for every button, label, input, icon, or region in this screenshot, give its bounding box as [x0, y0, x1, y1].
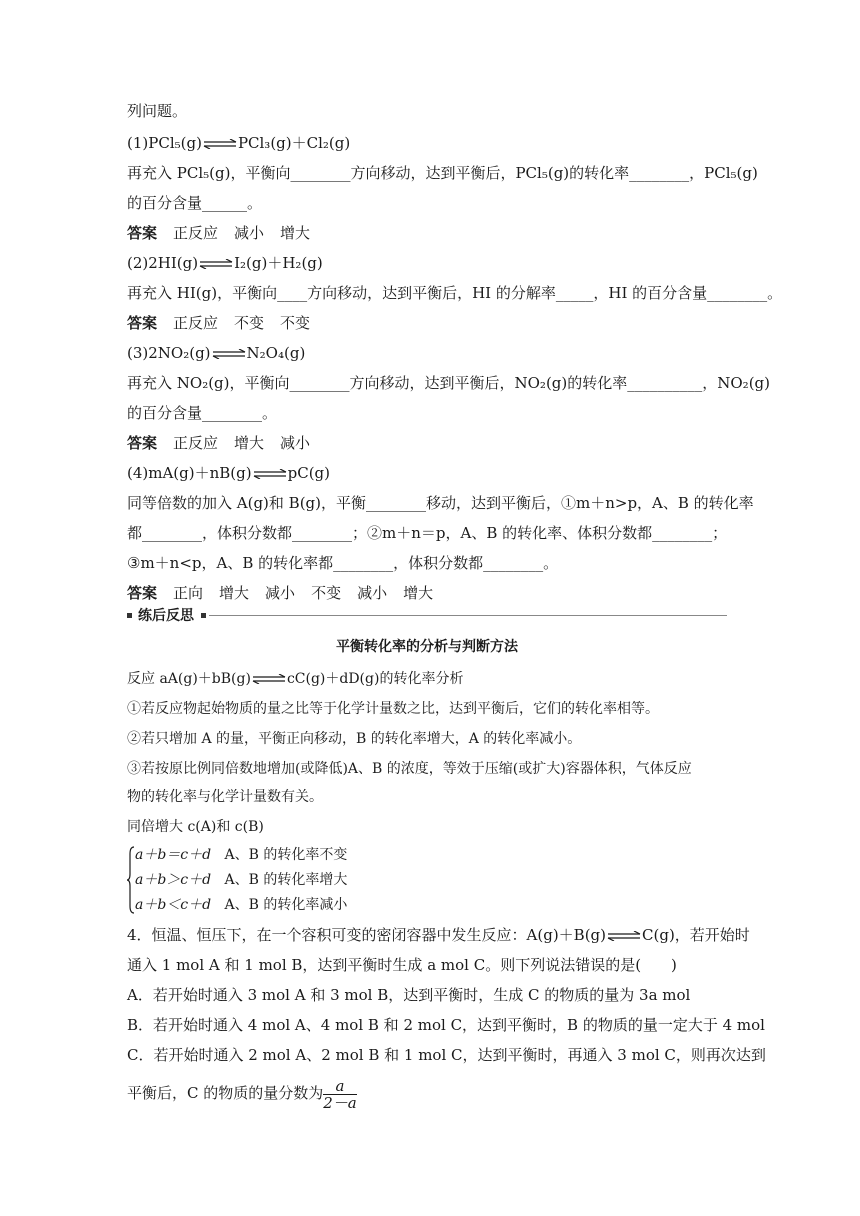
equilibrium-arrow-icon — [203, 139, 237, 149]
answer-item: 正反应 — [173, 224, 219, 242]
question-text: ③m＋n<p，A、B 的转化率都________，体积分数都________。 — [127, 554, 559, 572]
question-text: 都________，体积分数都________；②m＋n＝p，A、B 的转化率、体积分数都________； — [127, 524, 728, 542]
text-line: 列问题。 — [127, 102, 188, 120]
equation-4 — [127, 462, 330, 484]
question-text: 的百分含量________。 — [127, 404, 278, 422]
equation-1 — [127, 132, 350, 154]
answer-label: 答案 — [127, 314, 158, 332]
section-divider — [209, 615, 727, 616]
case-row — [135, 844, 347, 866]
option-b: B．若开始时通入 4 mol A、4 mol B 和 2 mol C，达到平衡时，B 的物质的量一定大于 4 mol — [127, 1016, 765, 1034]
case-condition: a＋b＜c＋d — [135, 897, 212, 913]
equilibrium-arrow-icon — [212, 349, 246, 359]
equation-right: pC(g) — [287, 464, 330, 482]
analysis-point: ①若反应物起始物质的量之比等于化学计量数之比，达到平衡后，它们的转化率相等。 — [127, 701, 659, 717]
fraction-numerator: a — [323, 1078, 357, 1095]
equation-left: (4)mA(g)＋nB(g) — [127, 464, 252, 482]
analysis-point: ②若只增加 A 的量，平衡正向移动，B 的转化率增大，A 的转化率减小。 — [127, 731, 582, 747]
fraction — [323, 1078, 357, 1111]
section-label: 练后反思 — [138, 608, 194, 624]
answer-item: 正反应 — [173, 314, 219, 332]
question-4-stem: 通入 1 mol A 和 1 mol B，达到平衡时生成 a mol C。则下列说法错误的是( ) — [127, 956, 677, 974]
equation-left: (1)PCl₅(g) — [127, 134, 202, 152]
answer-item: 正向 — [173, 584, 204, 602]
same-multiple-text: 同倍增大 c(A)和 c(B) — [127, 819, 264, 835]
option-c: C．若开始时通入 2 mol A、2 mol B 和 1 mol C，达到平衡时，再通入 3 mol C，则再次达到 — [127, 1046, 766, 1064]
question-4-stem — [127, 924, 750, 946]
section-title: 平衡转化率的分析与判断方法 — [336, 639, 518, 655]
reaction-line — [127, 668, 463, 690]
answer-item: 不变 — [280, 314, 311, 332]
equation-left: (3)2NO₂(g) — [127, 344, 211, 362]
answer-item: 不变 — [234, 314, 265, 332]
option-c-text: 平衡后，C 的物质的量分数为 — [127, 1084, 324, 1102]
case-condition: a＋b＝c＋d — [135, 847, 212, 863]
answer-item: 增大 — [234, 434, 265, 452]
case-row — [135, 894, 347, 916]
question-text: 同等倍数的加入 A(g)和 B(g)，平衡________移动，达到平衡后，①m＋n>p，A、B 的转化率 — [127, 494, 754, 512]
answer-item: 减小 — [265, 584, 296, 602]
equilibrium-arrow-icon — [252, 674, 286, 684]
equilibrium-arrow-icon — [253, 469, 287, 479]
answer-label: 答案 — [127, 434, 158, 452]
case-row — [135, 869, 347, 891]
answer-item: 增大 — [219, 584, 250, 602]
answer-line — [127, 222, 326, 244]
question-text: 再充入 PCl₅(g)，平衡向________方向移动，达到平衡后，PCl₅(g)的转化率________，PCl₅(g) — [127, 164, 758, 182]
answer-item: 不变 — [311, 584, 342, 602]
bullet-square-icon — [201, 613, 206, 618]
option-c — [127, 1076, 357, 1111]
option-a: A．若开始时通入 3 mol A 和 3 mol B，达到平衡时，生成 C 的物质的量为 3a mol — [127, 986, 691, 1004]
equilibrium-arrow-icon — [607, 931, 641, 941]
left-brace-icon — [127, 846, 135, 914]
answer-line — [127, 582, 449, 604]
reaction-right: cC(g)＋dD(g)的转化率分析 — [286, 671, 464, 687]
fraction-denominator: 2－a — [323, 1093, 357, 1112]
case-condition: a＋b＞c＋d — [135, 872, 212, 888]
answer-line — [127, 312, 326, 334]
answer-item: 减小 — [357, 584, 388, 602]
case-result: A、B 的转化率不变 — [224, 847, 348, 863]
section-header — [127, 606, 727, 626]
stem-text: C(g)，若开始时 — [642, 926, 750, 944]
question-text: 再充入 HI(g)，平衡向____方向移动，达到平衡后，HI 的分解率_____，HI 的百分含量________。 — [127, 284, 783, 302]
case-result: A、B 的转化率减小 — [224, 897, 348, 913]
answer-label: 答案 — [127, 584, 158, 602]
equation-2 — [127, 252, 323, 274]
stem-text: 4．恒温、恒压下，在一个容积可变的密闭容器中发生反应：A(g)＋B(g) — [127, 926, 607, 944]
answer-item: 增大 — [280, 224, 311, 242]
answer-item: 正反应 — [173, 434, 219, 452]
answer-item: 减小 — [234, 224, 265, 242]
equation-3 — [127, 342, 305, 364]
equilibrium-arrow-icon — [199, 259, 233, 269]
question-text: 的百分含量______。 — [127, 194, 263, 212]
analysis-point: ③若按原比例同倍数地增加(或降低)A、B 的浓度，等效于压缩(或扩大)容器体积，气体反应 — [127, 761, 692, 777]
equation-right: PCl₃(g)＋Cl₂(g) — [237, 134, 351, 152]
reaction-left: 反应 aA(g)＋bB(g) — [127, 671, 251, 687]
equation-right: N₂O₄(g) — [246, 344, 306, 362]
analysis-point: 物的转化率与化学计量数有关。 — [127, 789, 323, 805]
case-result: A、B 的转化率增大 — [224, 872, 348, 888]
answer-line — [127, 432, 326, 454]
bullet-square-icon — [127, 613, 132, 618]
equation-right: I₂(g)＋H₂(g) — [234, 254, 323, 272]
question-text: 再充入 NO₂(g)，平衡向________方向移动，达到平衡后，NO₂(g)的转化率__________，NO₂(g) — [127, 374, 770, 392]
equation-left: (2)2HI(g) — [127, 254, 199, 272]
answer-item: 增大 — [403, 584, 434, 602]
answer-label: 答案 — [127, 224, 158, 242]
answer-item: 减小 — [280, 434, 311, 452]
